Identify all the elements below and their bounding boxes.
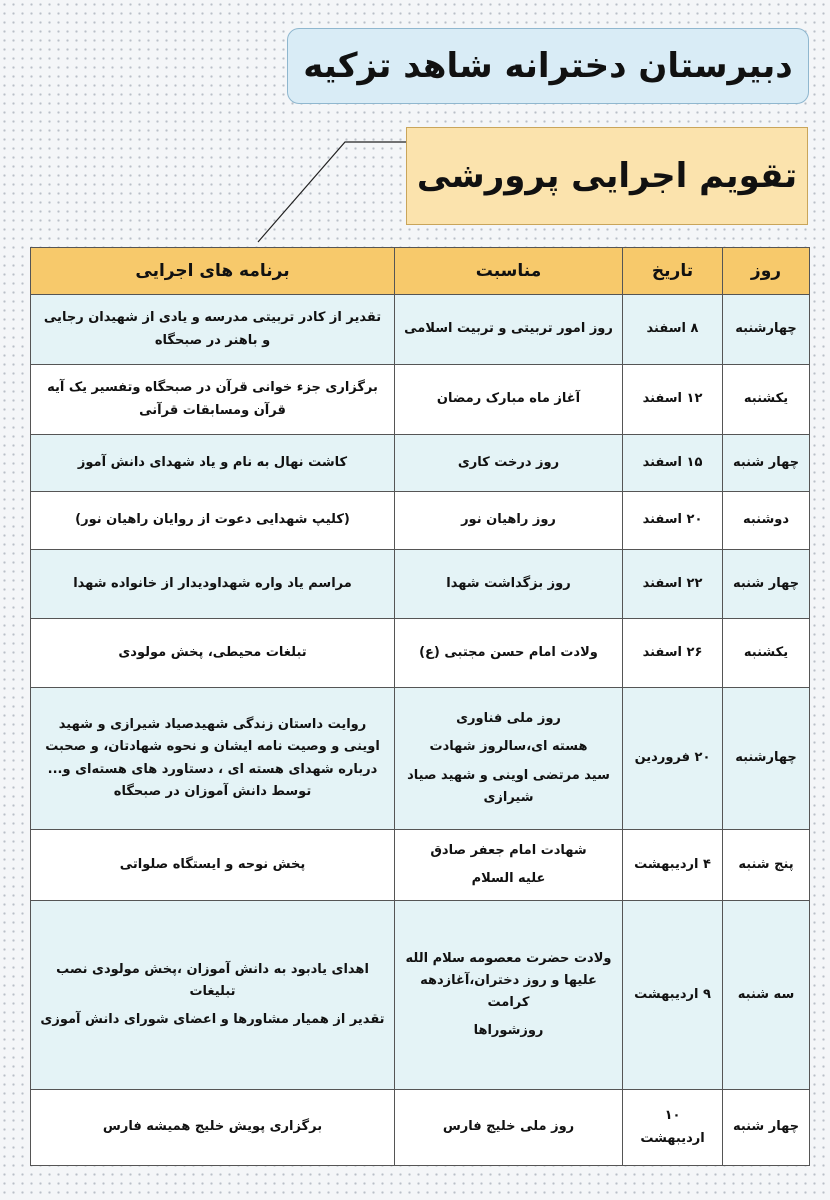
table-row	[31, 1090, 810, 1166]
cell-programs	[31, 830, 395, 901]
cell-occasion	[395, 435, 623, 492]
occasion-line: روز بزگداشت شهدا	[446, 575, 571, 591]
header-day: روز	[723, 248, 810, 295]
cell-date: ۱۰ اردیبهشت	[623, 1090, 723, 1166]
cell-date: ۱۲ اسفند	[623, 365, 723, 435]
header-date: تاریخ	[623, 248, 723, 295]
cell-occasion	[395, 295, 623, 365]
cell-day: یکشنبه	[723, 365, 810, 435]
table-row	[31, 365, 810, 435]
cell-occasion	[395, 830, 623, 901]
cell-date: ۴ اردیبهشت	[623, 830, 723, 901]
cell-programs	[31, 365, 395, 435]
cell-programs	[31, 492, 395, 550]
table-row	[31, 435, 810, 492]
program-line: (کلیپ شهدایی دعوت از روایان راهیان نور)	[75, 512, 350, 528]
cell-date: ۹ اردیبهشت	[623, 901, 723, 1090]
occasion-line: سید مرتضی اوینی و شهید صیاد شیرازی	[407, 767, 610, 805]
cell-day: چهار شنبه	[723, 550, 810, 619]
cell-occasion	[395, 492, 623, 550]
occasion-line: روز ملی فناوری	[456, 711, 561, 727]
cell-day: چهار شنبه	[723, 435, 810, 492]
occasion-line: روز راهیان نور	[461, 512, 556, 528]
occasion-line: روزشوراها	[473, 1023, 544, 1039]
cell-occasion	[395, 901, 623, 1090]
table-row	[31, 901, 810, 1090]
cell-occasion	[395, 365, 623, 435]
program-line: کاشت نهال به نام و یاد شهدای دانش آموز	[77, 454, 348, 470]
occasion-line: علیه السلام	[471, 871, 546, 886]
cell-programs	[31, 435, 395, 492]
program-line: اهدای یادبود به دانش آموزان ،پخش مولودی نصب تبلیغات	[56, 961, 369, 999]
cell-day: چهار شنبه	[723, 1090, 810, 1166]
table-row	[31, 619, 810, 688]
cell-day: پنج شنبه	[723, 830, 810, 901]
program-line: تقدیر از همیار مشاورها و اعضای شورای دانش آموزی	[40, 1012, 385, 1028]
cell-programs	[31, 619, 395, 688]
cell-programs	[31, 901, 395, 1090]
cell-date: ۱۵ اسفند	[623, 435, 723, 492]
occasion-line: روز درخت کاری	[457, 454, 560, 470]
program-line: برگزاری جزء خوانی قرآن در صبحگاه وتفسیر یک آیه قرآن ومسابقات قرآنی	[47, 380, 378, 418]
table-header-row	[31, 248, 810, 295]
cell-occasion	[395, 1090, 623, 1166]
cell-occasion	[395, 619, 623, 688]
table-row	[31, 492, 810, 550]
header-programs: برنامه های اجرایی	[31, 248, 395, 295]
cell-day: دوشنبه	[723, 492, 810, 550]
program-line: مراسم یاد واره شهداودیدار از خانواده شهدا	[73, 575, 352, 591]
program-line: تبلغات محیطی، پخش مولودی	[118, 644, 307, 660]
cell-day: یکشنبه	[723, 619, 810, 688]
table-row	[31, 550, 810, 619]
program-line: تقدیر از کادر تربیتی مدرسه و یادی از شهیدان رجایی و باهنر در صبحگاه	[43, 310, 382, 348]
program-line: پخش نوحه و ایستگاه صلواتی	[119, 856, 306, 872]
table-row	[31, 295, 810, 365]
calendar-table	[30, 247, 810, 1166]
occasion-line: ولادت حضرت معصومه سلام الله علیها و روز دختران،آغازدهه کرامت	[405, 950, 612, 1010]
cell-programs	[31, 295, 395, 365]
program-line: روایت داستان زندگی شهیدصیاد شیرازی و شهید اوینی و وصیت نامه ایشان و نحوه شهادتان، و صحبت درباره شهدای هسته ای ، دستاورد های هسته‌ای و... توسط دانش آموزان در صبحگاه	[45, 717, 380, 799]
school-name: دبیرستان دخترانه شاهد تزکیه	[303, 46, 793, 86]
cell-date: ۲۲ اسفند	[623, 550, 723, 619]
cell-occasion	[395, 550, 623, 619]
cell-programs	[31, 688, 395, 830]
occasion-line: آغاز ماه مبارک رمضان	[436, 391, 581, 407]
occasion-line: هسته ای،سالروز شهادت	[429, 739, 588, 755]
cell-programs	[31, 550, 395, 619]
table-row	[31, 688, 810, 830]
program-line: برگزاری پویش خلیج همیشه فارس	[102, 1119, 323, 1135]
occasion-line: شهادت امام جعفر صادق	[430, 842, 587, 858]
cell-date: ۲۰ اسفند	[623, 492, 723, 550]
occasion-line: ولادت امام حسن مجتبی (ع)	[419, 644, 598, 660]
cell-occasion	[395, 688, 623, 830]
cell-day: چهارشنبه	[723, 688, 810, 830]
cell-day: چهارشنبه	[723, 295, 810, 365]
cell-date: ۸ اسفند	[623, 295, 723, 365]
occasion-line: روز امور تربیتی و تربیت اسلامی	[404, 321, 613, 337]
occasion-line: روز ملی خلیج فارس	[442, 1119, 575, 1135]
page-title-banner	[406, 127, 808, 225]
table-row	[31, 830, 810, 901]
cell-date: ۲۰ فروردین	[623, 688, 723, 830]
cell-date: ۲۶ اسفند	[623, 619, 723, 688]
header-occasion: مناسبت	[395, 248, 623, 295]
cell-day: سه شنبه	[723, 901, 810, 1090]
cell-programs	[31, 1090, 395, 1166]
page-title: تقویم اجرایی پرورشی	[416, 156, 798, 196]
